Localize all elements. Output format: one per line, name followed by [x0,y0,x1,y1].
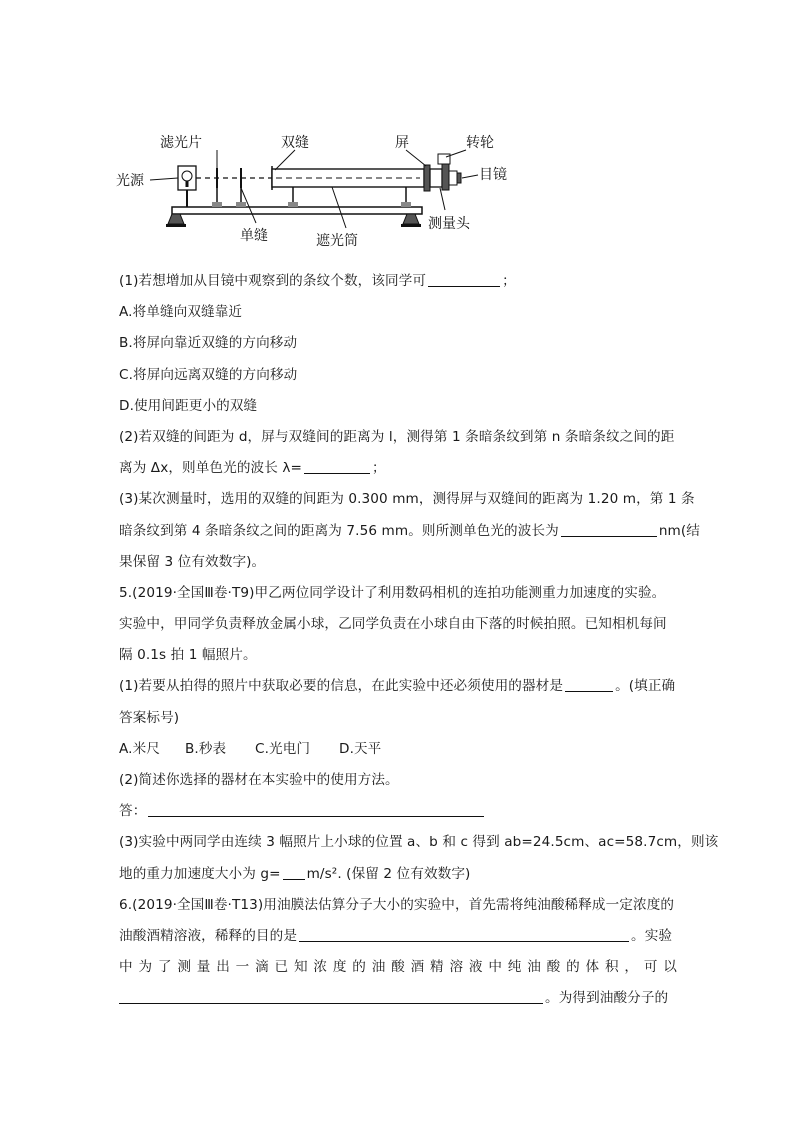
q4-part2-line2: 离为 Δx，则单色光的波长 λ= ； [119,460,386,477]
answer-blank[interactable] [304,459,370,474]
q4-part3-line1: (3)某次测量时，选用的双缝的间距为 0.300 mm，测得屏与双缝间的距离为 1.20 m，第 1 条 [119,491,695,508]
q4-option-a: A.将单缝向双缝靠近 [119,304,243,321]
q5-option-a: A.米尺 [119,740,160,757]
q5-options [119,734,677,765]
label-measuring-head: 测量头 [428,216,470,232]
q4-part1: (1)若想增加从目镜中观察到的条纹个数，该同学可 ； [119,273,516,289]
rotating-wheel [438,154,450,164]
answer-blank[interactable] [428,272,500,287]
q6-line4: 。为得到油酸分子的 [119,983,677,1014]
answer-blank[interactable] [299,927,629,942]
label-light-source: 光源 [116,173,144,189]
label-wheel: 转轮 [466,135,494,151]
q4-option-b: B.将屏向靠近双缝的方向移动 [119,335,298,352]
left-foot [168,214,184,224]
q4-option-c: C.将屏向远离双缝的方向移动 [119,366,298,383]
answer-blank[interactable] [561,522,657,537]
q5-part3-line2: 地的重力加速度大小为 g= m/s². (保留 2 位有效数字) [119,865,471,882]
q5-part1-line2: 答案标号) [119,709,180,726]
screen [424,165,430,191]
q5-part2: (2)简述你选择的器材在本实验中的使用方法。 [119,772,399,788]
answer-blank[interactable] [119,989,543,1004]
q5-part3-line1: (3)实验中两同学由连续 3 幅照片上小球的位置 a、b 和 c 得到 ab=24.5cm、ac=58.7cm，则该 [119,834,719,851]
double-slit-apparatus-diagram [110,128,520,248]
label-shade-tube: 遮光筒 [316,233,358,248]
right-foot [403,214,419,224]
label-filter: 滤光片 [160,135,202,151]
eyepiece [449,171,457,185]
label-eyepiece: 目镜 [479,167,507,183]
q4-part3-line3: 果保留 3 位有效数字)。 [119,553,266,570]
base-rail [172,207,422,214]
q5-option-d: D.天平 [339,740,382,757]
label-screen: 屏 [395,135,409,151]
q5-option-b: B.秒表 [185,740,227,757]
q5-answer-line: 答： [119,796,677,827]
answer-blank[interactable] [148,802,484,817]
q4-option-d: D.使用间距更小的双缝 [119,397,258,414]
answer-blank[interactable] [565,677,613,692]
q6-line3: 中为了测量出一滴已知浓度的油酸酒精溶液中纯油酸的体积，可以 [119,959,677,976]
q5-line2: 实验中，甲同学负责释放金属小球，乙同学负责在小球自由下落的时候拍照。已知相机每间 [119,616,667,633]
q5-line3: 隔 0.1s 拍 1 幅照片。 [119,647,257,664]
label-double-slit: 双缝 [281,135,309,151]
q4-part3-line2: 暗条纹到第 4 条暗条纹之间的距离为 7.56 mm。则所测单色光的波长为 nm(结 [119,522,700,539]
document-body [119,266,719,1015]
q5-option-c: C.光电门 [255,740,311,757]
measuring-head [430,169,442,187]
q5-part1-line1: (1)若要从拍得的照片中获取必要的信息，在此实验中还必须使用的器材是 。(填正确 [119,678,676,695]
q4-part2-line1: (2)若双缝的间距为 d，屏与双缝间的距离为 l，测得第 1 条暗条纹到第 n 条暗条纹之间的距 [119,428,675,445]
q6-line1: 6.(2019·全国Ⅲ卷·T13)用油膜法估算分子大小的实验中，首先需将纯油酸稀释成一定浓度的 [119,896,675,913]
light-bulb [182,171,192,181]
label-single-slit: 单缝 [240,228,268,244]
answer-blank[interactable] [283,865,305,880]
q6-line2: 油酸酒精溶液，稀释的目的是 。实验 [119,927,673,944]
q5-line1: 5.(2019·全国Ⅲ卷·T9)甲乙两位同学设计了利用数码相机的连拍功能测重力加速度的实验。 [119,584,666,601]
